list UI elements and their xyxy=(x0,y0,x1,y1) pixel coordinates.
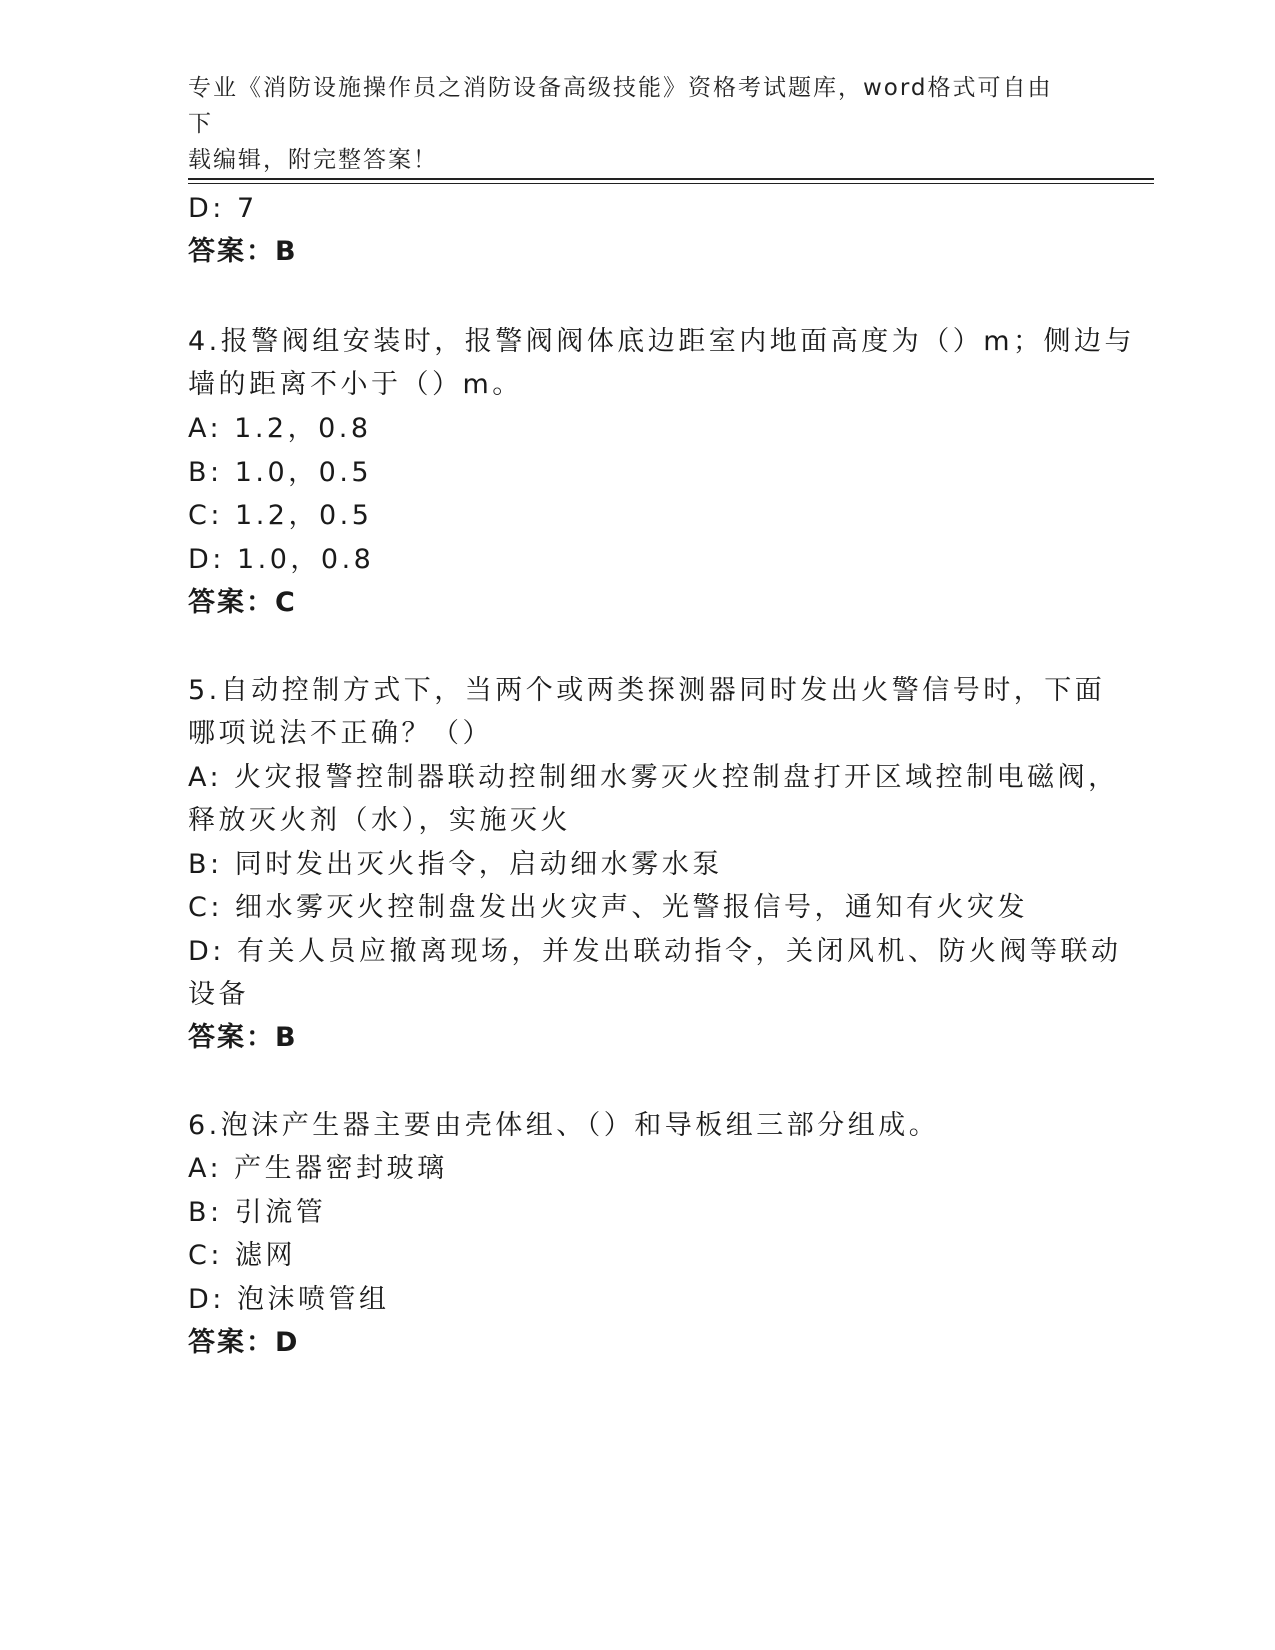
header-line-2: 载编辑，附完整答案！ xyxy=(188,147,438,173)
header-rule-thin xyxy=(188,183,1154,184)
q4-option-b: B: 1.0，0.5 xyxy=(188,457,373,488)
q5-option-d-line-1: D: 有关人员应撤离现场，并发出联动指令，关闭风机、防火阀等联动 xyxy=(188,936,1122,967)
q6-answer: 答案：D xyxy=(188,1327,300,1358)
q6-option-d: D: 泡沫喷管组 xyxy=(188,1284,390,1315)
q5-option-d-line-2: 设备 xyxy=(188,979,249,1010)
prev-option-d: D: 7 xyxy=(188,193,258,224)
q6-option-b: B: 引流管 xyxy=(188,1197,327,1228)
q6-option-a: A: 产生器密封玻璃 xyxy=(188,1153,448,1184)
q5-option-b: B: 同时发出灭火指令，启动细水雾水泵 xyxy=(188,849,723,880)
header-rule-thick xyxy=(188,178,1154,180)
header-line-1: 专业《消防设施操作员之消防设备高级技能》资格考试题库，word格式可自由下 xyxy=(188,75,1053,137)
document-header xyxy=(188,70,1068,178)
q4-answer: 答案：C xyxy=(188,587,297,618)
q4-option-c: C: 1.2，0.5 xyxy=(188,500,373,531)
q5-option-a-line-1: A: 火灾报警控制器联动控制细水雾灭火控制盘打开区域控制电磁阀， xyxy=(188,762,1119,793)
q6-stem-line-1: 6.泡沫产生器主要由壳体组、（）和导板组三部分组成。 xyxy=(188,1110,940,1141)
q5-option-c: C: 细水雾灭火控制盘发出火灾声、光警报信号，通知有火灾发 xyxy=(188,892,1029,923)
q4-option-a: A: 1.2，0.8 xyxy=(188,413,372,444)
q4-option-d: D: 1.0，0.8 xyxy=(188,544,375,575)
q4-stem-line-1: 4.报警阀组安装时，报警阀阀体底边距室内地面高度为（）m；侧边与 xyxy=(188,326,1136,357)
q4-stem-line-2: 墙的距离不小于（）m。 xyxy=(188,369,523,400)
q6-option-c: C: 滤网 xyxy=(188,1240,297,1271)
q5-option-a-line-2: 释放灭火剂（水），实施灭火 xyxy=(188,805,571,836)
q5-stem-line-1: 5.自动控制方式下，当两个或两类探测器同时发出火警信号时，下面 xyxy=(188,675,1106,706)
q5-stem-line-2: 哪项说法不正确？（） xyxy=(188,718,493,749)
prev-answer: 答案：B xyxy=(188,236,298,267)
q5-answer: 答案：B xyxy=(188,1022,298,1053)
